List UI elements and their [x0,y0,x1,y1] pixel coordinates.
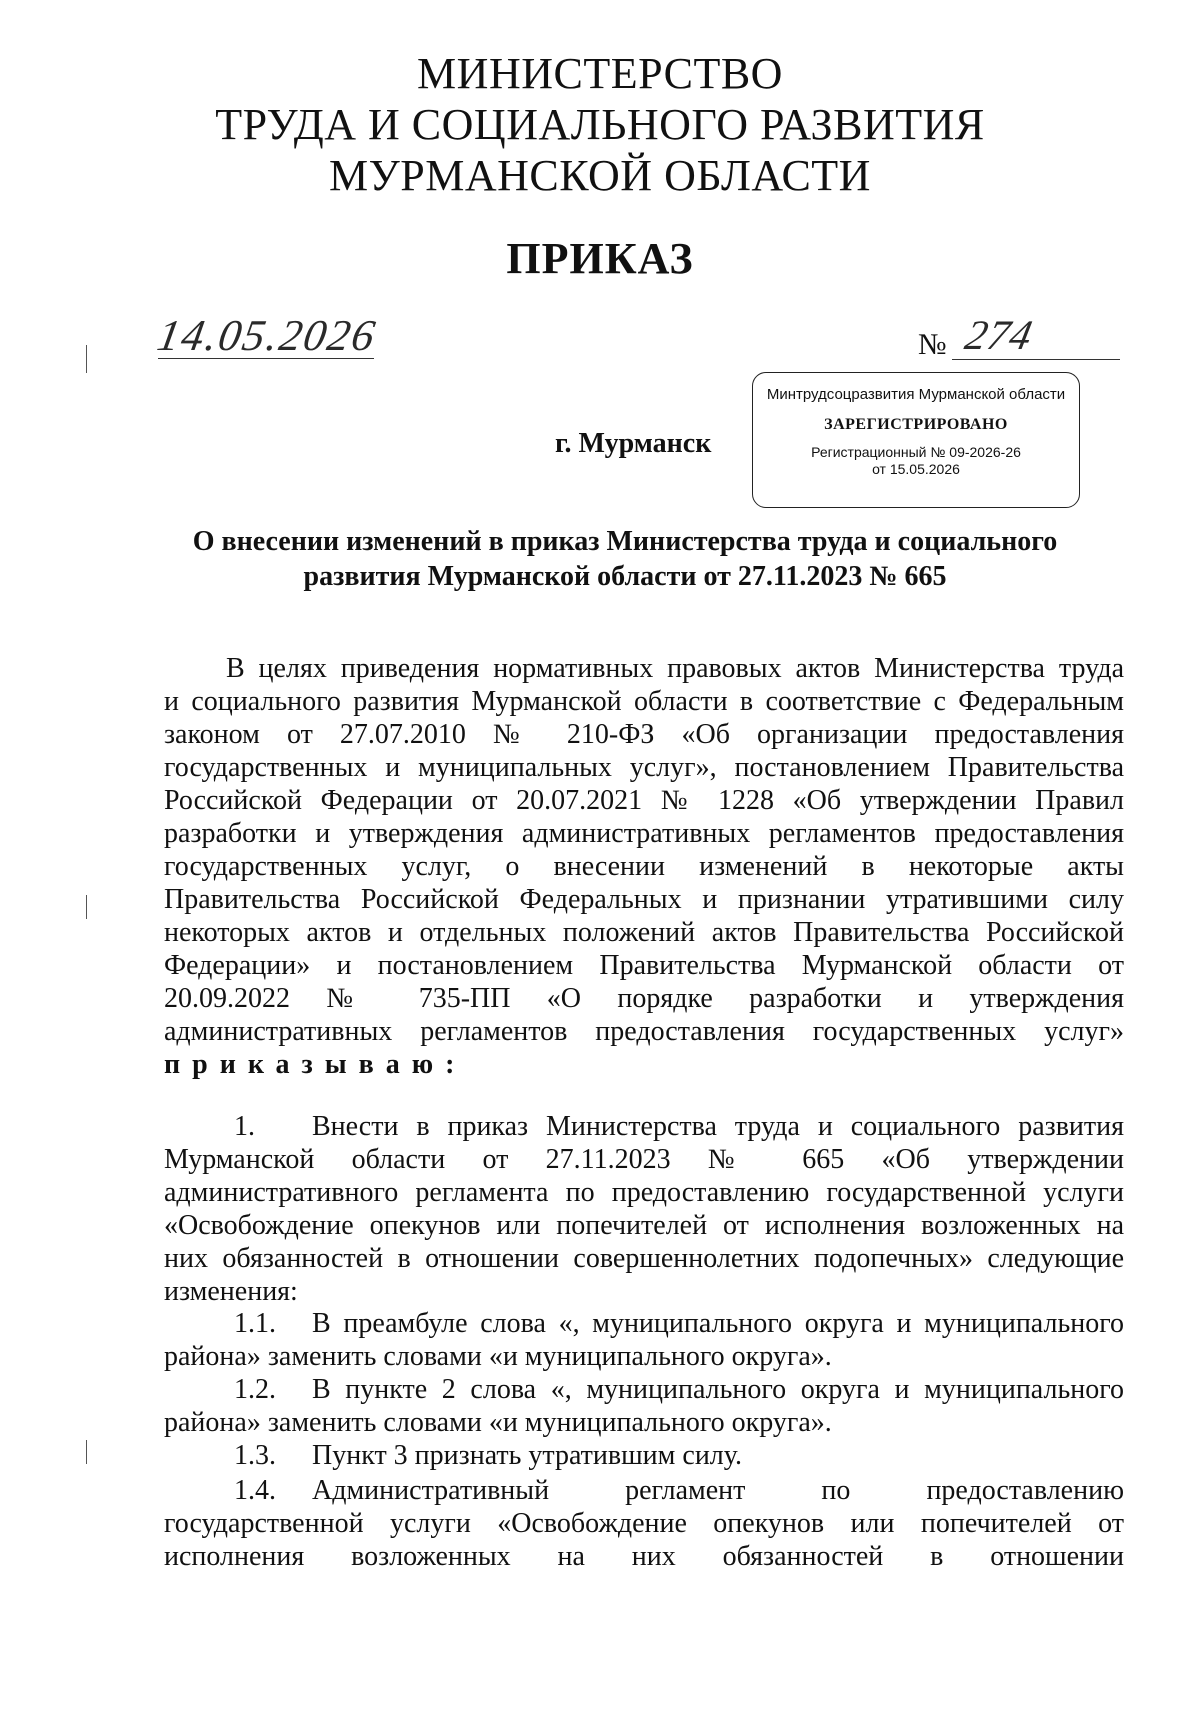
item-number: 1.3. [234,1440,276,1471]
preamble-line: Российской Федерации от 20.07.2021 № 1228 «Об утверждении Правил [164,785,1124,816]
item-number: 1.4. [234,1475,276,1506]
stamp-reg-number: Регистрационный № 09-2026-26 [811,444,1021,460]
ministry-line-1: МИНИСТЕРСТВО [417,49,783,98]
preamble-line: законом от 27.07.2010 № 210-ФЗ «Об организации предоставления [164,719,1124,750]
preamble-line: В целях приведения нормативных правовых актов Министерства труда [226,653,1124,684]
preamble-line: государственных и муниципальных услуг», постановлением Правительства [164,752,1124,783]
document-type: ПРИКАЗ [506,234,694,283]
ministry-line-2: ТРУДА И СОЦИАЛЬНОГО РАЗВИТИЯ [215,100,985,149]
preamble-line: государственных услуг, о внесении изменений в некоторые акты [164,851,1124,882]
order-word: приказываю: [164,1049,467,1080]
document-title [130,524,1120,594]
preamble-line: Федерации» и постановлением Правительства Мурманской области от [164,950,1124,981]
number-label: № [918,328,947,361]
title-line-1: О внесении изменений в приказ Министерства труда и социального [192,526,1058,557]
handwritten-date: 14.05.2026 [153,311,381,360]
stamp-status: ЗАРЕГИСТРИРОВАНО [824,416,1008,433]
item-line: района» заменить словами «и муниципального округа». [164,1341,832,1372]
item-line: административного регламента по предоставлению государственной услуги [164,1177,1124,1208]
item-line: района» заменить словами «и муниципального округа». [164,1407,832,1438]
item-1-1 [164,1307,1124,1373]
preamble-line: и социального развития Мурманской области в соответствие с Федеральным [164,686,1124,717]
item-line: Внести в приказ Министерства труда и социального развития [312,1111,1124,1142]
number-underline [952,359,1120,360]
item-1 [164,1110,1124,1308]
ministry-line-3: МУРМАНСКОЙ ОБЛАСТИ [329,151,871,200]
stamp-reg-date: от 15.05.2026 [872,461,960,477]
preamble-line: административных регламентов предоставления государственных услуг» [164,1016,1124,1047]
ministry-name [0,48,1200,201]
item-line: государственной услуги «Освобождение опекунов или попечителей от [164,1508,1124,1539]
title-line-2: развития Мурманской области от 27.11.2023 № 665 [303,561,947,592]
item-1-4 [164,1474,1124,1573]
preamble-line: 20.09.2022 № 735-ПП «О порядке разработки и утверждения [164,983,1124,1014]
item-line: В преамбуле слова «, муниципального округа и муниципального [312,1308,1124,1339]
preamble [164,652,1124,1081]
item-1-2 [164,1373,1124,1439]
item-number: 1. [234,1111,255,1142]
date-underline [158,358,374,359]
item-line: Мурманской области от 27.11.2023 № 665 «Об утверждении [164,1144,1124,1175]
item-line: исполнения возложенных на них обязанностей в отношении [164,1541,1124,1572]
item-line: Пункт 3 признать утратившим силу. [312,1440,742,1471]
item-line: Административный регламент по предоставлению [312,1475,1124,1506]
item-line: «Освобождение опекунов или попечителей от исполнения возложенных на [164,1210,1124,1241]
item-1-3 [164,1439,1124,1472]
item-line: В пункте 2 слова «, муниципального округа и муниципального [312,1374,1124,1405]
handwritten-number: 274 [961,313,1037,359]
registration-stamp [752,372,1080,508]
city: г. Мурманск [555,428,712,459]
item-number: 1.2. [234,1374,276,1405]
margin-mark [86,345,87,373]
preamble-line: Правительства Российской Федеральных и признании утратившими силу [164,884,1124,915]
item-line: изменения: [164,1276,298,1307]
stamp-org: Минтрудсоцразвития Мурманской области [766,386,1066,403]
margin-mark [86,895,87,919]
margin-mark [86,1440,87,1464]
item-line: них обязанностей в отношении совершеннолетних подопечных» следующие [164,1243,1124,1274]
preamble-line: разработки и утверждения административных регламентов предоставления [164,818,1124,849]
preamble-line: некоторых актов и отдельных положений актов Правительства Российской [164,917,1124,948]
item-number: 1.1. [234,1308,276,1339]
